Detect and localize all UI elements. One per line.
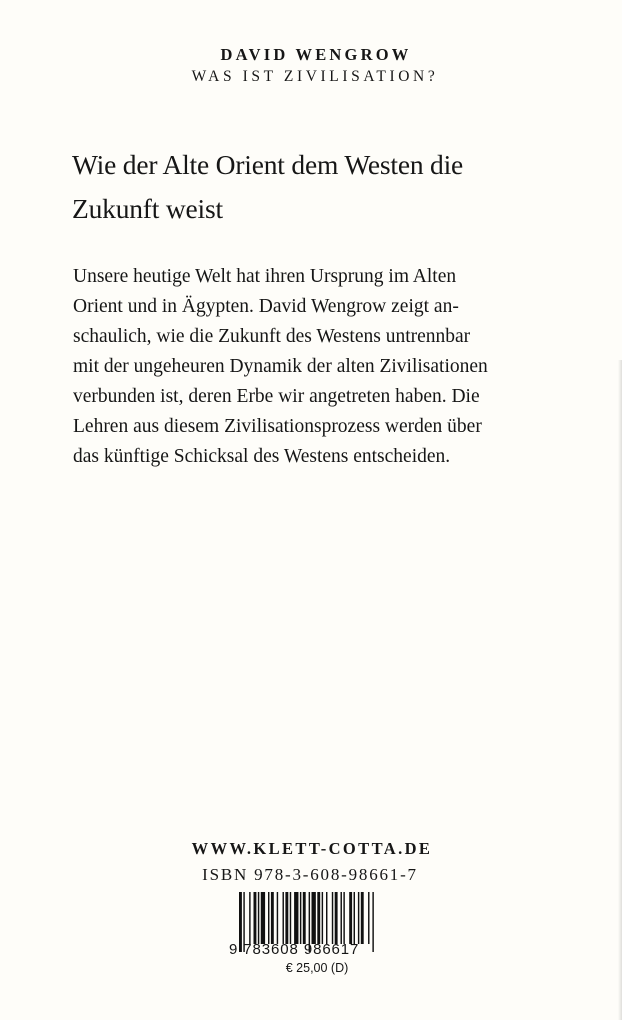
barcode-bar — [341, 892, 342, 944]
barcode-bar — [317, 892, 320, 944]
barcode-bar — [332, 892, 333, 944]
headline-line-1: Wie der Alte Orient dem Westen die — [72, 149, 464, 180]
barcode-bar — [326, 892, 327, 944]
isbn-number: ISBN 978-3-608-98661-7 — [202, 865, 418, 884]
blurb-line: Unsere heutige Welt hat ihren Ursprung im Alten — [73, 266, 457, 287]
barcode-bar — [368, 892, 369, 944]
barcode-bar — [349, 892, 352, 944]
barcode-bar — [277, 892, 278, 944]
blurb-paragraph — [73, 262, 593, 472]
barcode-bar — [285, 892, 288, 944]
blurb-line: das künftige Schicksal des Westens entscheiden. — [73, 446, 451, 467]
barcode-bar — [361, 892, 364, 944]
page-edge-shadow — [618, 360, 622, 1020]
barcode-bar — [312, 892, 316, 944]
barcode-bar — [335, 892, 338, 944]
barcode-digits: 9 783608 986617 — [229, 941, 360, 958]
blurb-line: Lehren aus diesem Zivilisationsprozess werden über — [73, 416, 482, 437]
headline — [72, 143, 552, 231]
blurb-line: schaulich, wie die Zukunft des Westens untrennbar — [73, 326, 471, 347]
barcode-bar — [249, 892, 250, 944]
series-title: WAS IST ZIVILISATION? — [191, 68, 439, 85]
barcode-bar — [303, 892, 306, 944]
barcode-bar — [254, 892, 257, 944]
barcode-bar — [271, 892, 274, 944]
barcode-bar — [300, 892, 301, 944]
barcode-bar — [290, 892, 291, 944]
author-name: DAVID WENGROW — [220, 45, 412, 64]
barcode-bar — [283, 892, 284, 944]
price-label: € 25,00 (D) — [285, 961, 349, 975]
barcode-bar — [354, 892, 355, 944]
headline-line-2: Zukunft weist — [72, 193, 223, 224]
blurb-line: verbunden ist, deren Erbe wir angetreten haben. Die — [73, 386, 480, 407]
cover-footer — [0, 838, 622, 886]
barcode-bar — [358, 892, 359, 944]
blurb-line: mit der ungeheuren Dynamik der alten Zivilisationen — [73, 356, 488, 377]
barcode-bar — [258, 892, 259, 944]
cover-header — [0, 44, 622, 88]
barcode — [229, 892, 395, 962]
blurb-line: Orient und in Ägypten. David Wengrow zeigt an- — [73, 296, 459, 317]
barcode-bar — [343, 892, 344, 944]
barcode-bar — [268, 892, 269, 944]
barcode-bar — [322, 892, 323, 944]
barcode-bar — [294, 892, 298, 944]
barcode-bar — [261, 892, 265, 944]
publisher-website: WWW.KLETT-COTTA.DE — [191, 839, 433, 858]
